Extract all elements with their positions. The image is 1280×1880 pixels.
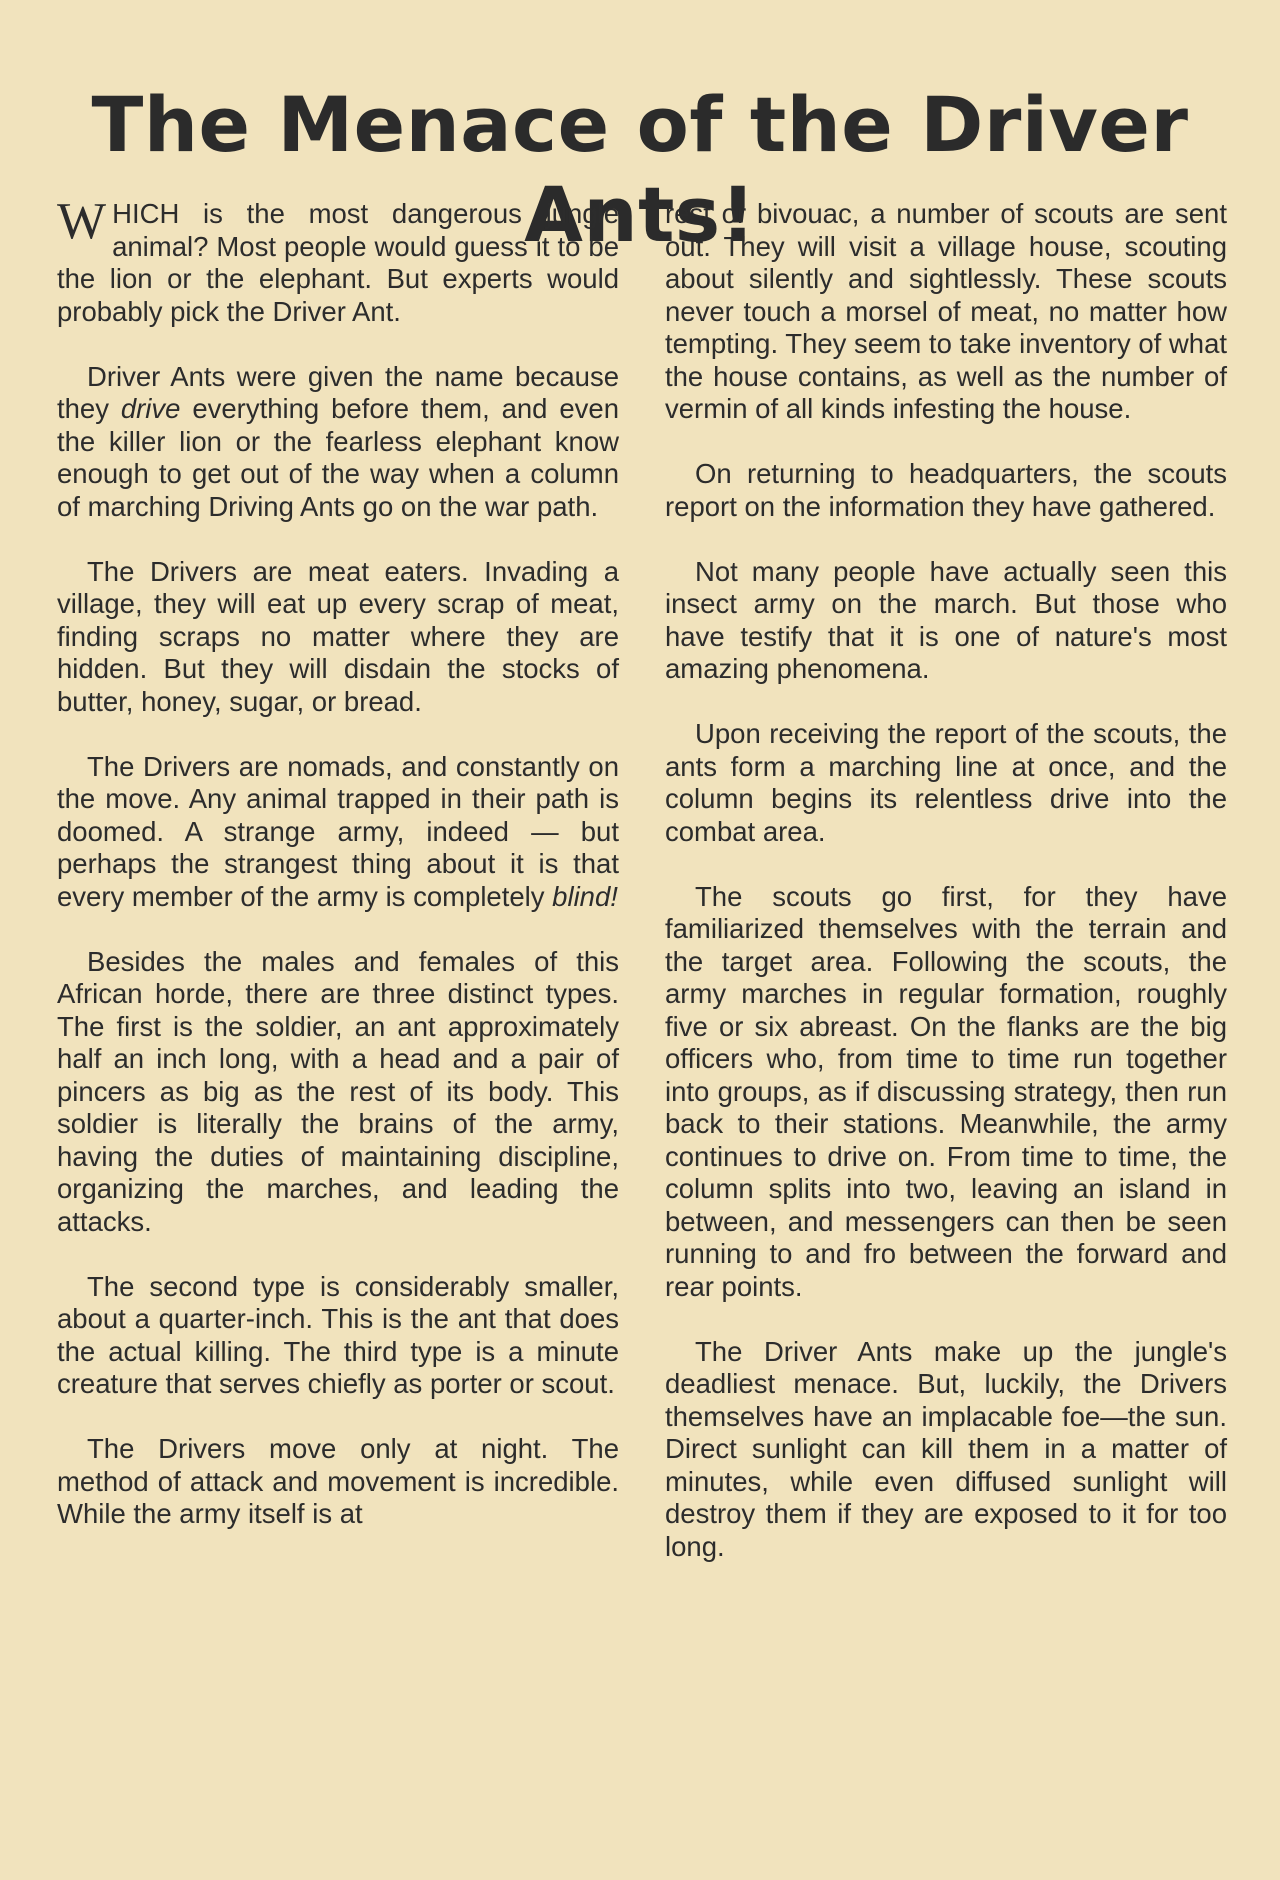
paragraph-types: Besides the males and females of this African horde, there are three distinct types. The first is the soldier, an ant approximately half an inch long, with a head and a pair of pincers as big as the rest of its body. This soldier is literally the brains of the army, having the duties of maintaining discipline, organizing the marches, and leading the attacks. xyxy=(57,945,619,1237)
paragraph-intro-text: HICH is the most dangerous jungle animal? Most people would guess it to be the lion or the elephant. But experts would probably pick the Driver Ant. xyxy=(57,198,619,327)
paragraph-formation: The scouts go first, for they have familiarized themselves with the terrain and the target area. Following the scouts, the army marches in regular formation, roughly five or six abreast. On the flanks are the big officers who, from time to time run together into groups, as if discussing strategy, then run back to their stations. Meanwhile, the army continues to drive on. From time to time, the column splits into two, leaving an island in between, and messengers can then be seen running to and fro between the forward and rear points. xyxy=(665,880,1227,1302)
paragraph-text: The Drivers are nomads, and constantly on the move. Any animal trapped in their path is doomed. A strange army, indeed — but perhaps the strangest thing about it is that every member of the army is completely xyxy=(57,750,619,912)
drop-cap: W xyxy=(57,193,107,250)
paragraph-second-type: The second type is considerably smaller, about a quarter-inch. This is the ant that does the actual killing. The third type is a minute creature that serves chiefly as porter or scout. xyxy=(57,1270,619,1399)
paragraph-night-movement: The Drivers move only at night. The method of attack and movement is incredible. While the army itself is at xyxy=(57,1433,619,1529)
right-column xyxy=(665,198,1227,1596)
article-title: The Menace of the Driver Ants! xyxy=(91,80,1189,259)
paragraph-nomads xyxy=(57,751,619,914)
paragraph-name-origin xyxy=(57,361,619,524)
paragraph-sun-foe: The Driver Ants make up the jungle's deadliest menace. But, luckily, the Drivers themselves have an implacable foe—the sun. Direct sunlight can kill them in a matter of minutes, while even diffused sunlight will destroy them if they are exposed to it for too long. xyxy=(665,1335,1227,1562)
paragraph-meat-eaters: The Drivers are meat eaters. Invading a village, they will eat up every scrap of meat, finding scraps no matter where they are hidden. But they will disdain the stocks of butter, honey, sugar, or bread. xyxy=(57,555,619,717)
paragraph-marching-line: Upon receiving the report of the scouts, the ants form a marching line at once, and the column begins its relentless drive into the combat area. xyxy=(665,718,1227,847)
paragraph-scouts-sent: rest or bivouac, a number of scouts are sent out. They will visit a village house, scouting about silently and sightlessly. These scouts never touch a morsel of meat, no matter how tempting. They seem to take inventory of what the house contains, as well as the number of vermin of all kinds infesting the house. xyxy=(665,198,1228,424)
paragraph-phenomena: Not many people have actually seen this insect army on the march. But those who have testify that it is one of nature's most amazing phenomena. xyxy=(665,555,1227,684)
emphasis-text: blind! xyxy=(552,880,618,912)
emphasis-text: drive xyxy=(120,393,181,424)
paragraph-scouts-report: On returning to headquarters, the scouts report on the information they have gathered. xyxy=(665,458,1227,522)
left-column xyxy=(57,193,619,1563)
paragraph-text: Driver Ants were given the name because they xyxy=(57,360,619,424)
paragraph-text: everything before them, and even the killer lion or the fearless elephant know enough to get out of the way when a column of marching Driving Ants go on the war path. xyxy=(57,393,619,522)
paragraph-intro xyxy=(57,193,619,328)
